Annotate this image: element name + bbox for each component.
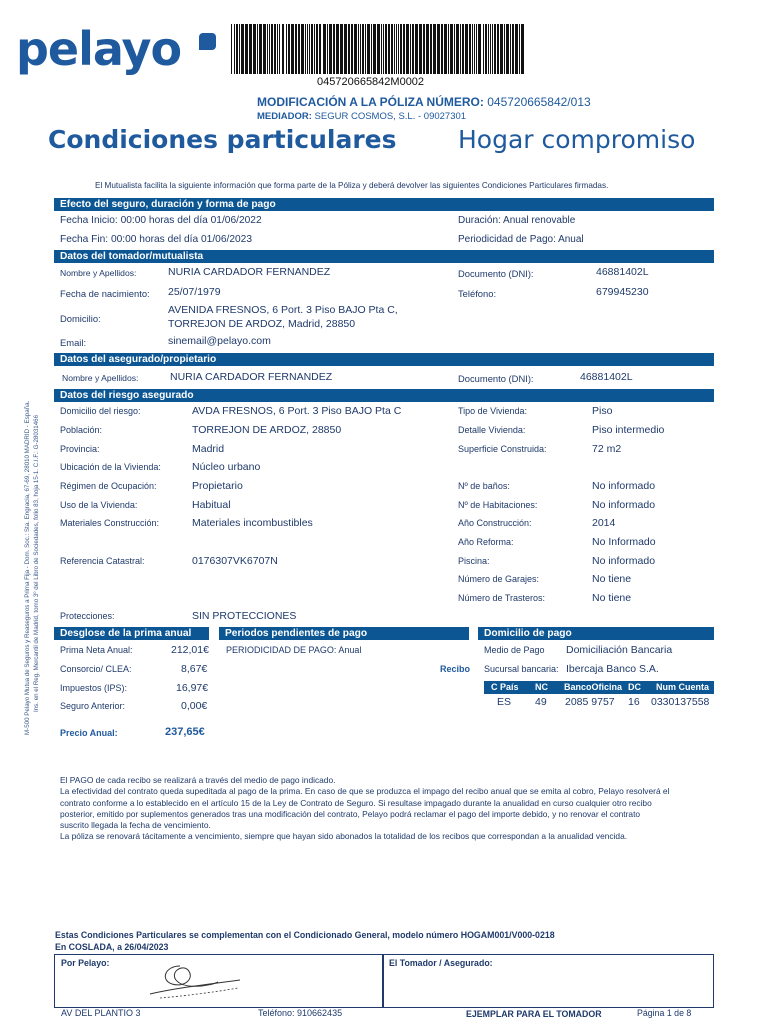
risk-right-value: No tiene: [592, 573, 632, 585]
risk-left-label: Ubicación de la Vivienda:: [60, 462, 161, 472]
risk-left-value: TORREJON DE ARDOZ, 28850: [192, 424, 342, 436]
account-val-bank: 2085 9757: [565, 696, 615, 708]
insured-name-label: Nombre y Apellidos:: [62, 373, 139, 383]
payment-branch-label: Sucursal bancaria:: [484, 664, 559, 674]
risk-left-label: Domicilio del riesgo:: [60, 406, 141, 416]
section-effect-header: Efecto del seguro, duración y forma de pago: [54, 198, 714, 211]
side-legal-line-2: Ins. en el Reg. Mercantil de Madrid, tomo 3º del Libro de Sociedades, folio 83, hoja 15-1. C.I.F.: G-28031466: [33, 414, 40, 712]
legal-notes: [60, 775, 720, 843]
note-line: La efectividad del contrato queda supeditada al pago de la prima. En caso de que se produzca el impago del recibo anual que se emita al cobro, Pelayo resolverá el: [60, 786, 670, 797]
pending-periodicity: PERIODICIDAD DE PAGO: Anual: [226, 645, 362, 655]
premium-row-value: 212,01€: [171, 644, 209, 656]
holder-email-label: Email:: [60, 337, 87, 348]
side-legal-line-1: M-500 Pelayo Mutua de Seguros y Reaseguros a Prima Fija - Dom. Soc.: Sta. Engracia, 67-69, 28010 MADRID - España.: [24, 400, 31, 735]
mediator-value: SEGUR COSMOS, S.L. - 09027301: [314, 111, 467, 122]
risk-right-label: Número de Garajes:: [458, 574, 540, 584]
risk-left-label: Provincia:: [60, 444, 100, 454]
premium-row-label: Impuestos (IPS):: [60, 683, 128, 693]
barcode-number: 045720665842M0002: [317, 76, 425, 88]
risk-left-value: Núcleo urbano: [192, 461, 261, 473]
risk-right-value: 72 m2: [592, 443, 622, 455]
note-line: suscrito llegada la fecha de vencimiento.: [60, 820, 211, 831]
risk-left-value: Madrid: [192, 443, 225, 455]
risk-right-value: No tiene: [592, 592, 632, 604]
holder-dni-label: Documento (DNI):: [458, 268, 534, 279]
holder-address-label: Domicilio:: [60, 313, 101, 324]
risk-left-value: Habitual: [192, 499, 231, 511]
holder-email: sinemail@pelayo.com: [168, 335, 271, 347]
risk-left-value: 0176307VK6707N: [192, 555, 278, 567]
risk-right-value: No informado: [592, 480, 656, 492]
product-name: Hogar compromiso: [458, 125, 696, 154]
risk-left-value: AVDA FRESNOS, 6 Port. 3 Piso BAJO Pta C: [192, 405, 402, 417]
section-insured-header: Datos del asegurado/propietario: [54, 353, 714, 366]
premium-total-label: Precio Anual:: [60, 728, 118, 738]
effect-duration: Duración: Anual renovable: [458, 215, 576, 226]
holder-name-label: Nombre y Apellidos:: [60, 268, 137, 278]
insured-name: NURIA CARDADOR FERNANDEZ: [170, 371, 333, 383]
signature-scribble: [140, 958, 250, 1004]
risk-right-value: Piso: [592, 405, 613, 417]
barcode-graphic: [229, 24, 528, 74]
risk-right-label: Nº de baños:: [458, 481, 510, 491]
premium-total-value: 237,65€: [165, 726, 205, 738]
policy-modification: [257, 95, 591, 109]
risk-right-value: 2014: [592, 517, 616, 529]
account-col-nc: NC: [535, 682, 548, 692]
premium-row-label: Consorcio/ CLEA:: [60, 664, 132, 674]
risk-left-label: Población:: [60, 425, 103, 435]
intro-text: El Mutualista facilita la siguiente información que forma parte de la Póliza y deberá devolver las siguientes Condiciones Particulares firmadas.: [95, 181, 609, 190]
holder-sign-label: El Tomador / Asegurado:: [389, 958, 493, 968]
risk-left-label: Uso de la Vivienda:: [60, 500, 138, 510]
account-col-dc: DC: [628, 682, 641, 692]
place-date: En COSLADA, a 26/04/2023: [55, 942, 169, 952]
holder-address-line1: AVENIDA FRESNOS, 6 Port. 3 Piso BAJO Pta C,: [168, 304, 398, 316]
holder-name: NURIA CARDADOR FERNANDEZ: [168, 266, 331, 278]
risk-right-label: Detalle Vivienda:: [458, 425, 526, 435]
mediator-label: MEDIADOR:: [257, 111, 312, 122]
modification-label: MODIFICACIÓN A LA PÓLIZA NÚMERO:: [257, 95, 484, 109]
holder-dni: 46881402L: [596, 266, 649, 278]
note-line: contrato conforme a lo establecido en el artículo 15 de la Ley de Contrato de Seguro. Si resultase impagado durante la anualidad en curso cualquier otro recibo: [60, 797, 652, 808]
risk-left-label: Protecciones:: [60, 611, 115, 621]
page-title: Condiciones particulares: [48, 125, 397, 154]
pending-header: Periodos pendientes de pago: [219, 627, 469, 640]
holder-address-line2: TORREJON DE ARDOZ, Madrid, 28850: [168, 318, 356, 330]
footer-phone: Teléfono: 910662435: [258, 1008, 343, 1018]
risk-right-value: No informado: [592, 499, 656, 511]
note-line: La póliza se renovará tácitamente a vencimiento, siempre que hayan sido abonados la totalidad de los recibos que correspondan a la anualidad vencida.: [60, 831, 628, 842]
account-col-bank: BancoOficina: [564, 682, 623, 692]
payment-header: Domicilio de pago: [478, 627, 714, 640]
mediator: [257, 111, 466, 122]
logo-flag-icon: [199, 33, 216, 50]
risk-left-label: Materiales Construcción:: [60, 518, 160, 528]
holder-dob-label: Fecha de nacimiento:: [60, 288, 150, 299]
account-val-dc: 16: [628, 696, 640, 708]
footer-page: Página 1 de 8: [637, 1008, 692, 1018]
effect-periodicity: Periodicidad de Pago: Anual: [458, 234, 584, 245]
account-val-country: ES: [497, 696, 512, 708]
pelayo-logo: [16, 22, 181, 76]
effect-start: Fecha Inicio: 00:00 horas del día 01/06/2022: [60, 215, 262, 226]
premium-header: Desglose de la prima anual: [54, 627, 209, 640]
note-line: El PAGO de cada recibo se realizará a través del medio de pago indicado.: [60, 775, 336, 785]
logo-text: pelayo: [16, 22, 182, 76]
holder-phone-label: Teléfono:: [458, 288, 497, 299]
effect-end: Fecha Fin: 00:00 horas del día 01/06/2023: [60, 234, 253, 245]
pelayo-sign-label: Por Pelayo:: [61, 958, 110, 968]
risk-right-label: Nº de Habitaciones:: [458, 500, 538, 510]
account-val-number: 0330137558: [651, 696, 710, 708]
modification-number: 045720665842/013: [487, 95, 591, 109]
account-val-nc: 49: [535, 696, 547, 708]
holder-phone: 679945230: [596, 286, 649, 298]
risk-right-label: Año Reforma:: [458, 537, 514, 547]
account-col-number: Num Cuenta: [656, 682, 710, 692]
premium-row-label: Prima Neta Anual:: [60, 645, 133, 655]
holder-dob: 25/07/1979: [168, 286, 221, 298]
barcode: [229, 24, 528, 74]
risk-left-label: Referencia Catastral:: [60, 556, 145, 566]
risk-right-value: No Informado: [592, 536, 656, 548]
note-line: posterior, emitido por suplementos generados tras una modificación del contrato, Pelayo podrá reclamar el pago del importe debido, y no renovar el contrato: [60, 808, 641, 819]
premium-row-label: Seguro Anterior:: [60, 701, 126, 711]
section-risk-header: Datos del riesgo asegurado: [54, 389, 714, 402]
footer-copy-for: EJEMPLAR PARA EL TOMADOR: [466, 1009, 602, 1019]
premium-row-value: 16,97€: [176, 682, 209, 694]
complement-text: Estas Condiciones Particulares se complementan con el Condicionado General, modelo número HOGAM001/V000-0218: [55, 930, 555, 940]
insured-dni: 46881402L: [580, 371, 633, 383]
section-holder-header: Datos del tomador/mutualista: [54, 250, 714, 263]
account-col-country: C País: [491, 682, 519, 692]
payment-branch: Ibercaja Banco S.A.: [566, 663, 659, 675]
insured-dni-label: Documento (DNI):: [458, 373, 534, 384]
risk-right-label: Tipo de Vivienda:: [458, 406, 528, 416]
risk-right-label: Número de Trasteros:: [458, 593, 546, 603]
premium-row-value: 0,00€: [181, 700, 208, 712]
risk-right-value: No informado: [592, 555, 656, 567]
risk-right-label: Año Construcción:: [458, 518, 532, 528]
pending-receipt-label: Recibo: [440, 664, 471, 674]
risk-left-value: SIN PROTECCIONES: [192, 610, 297, 622]
risk-left-value: Materiales incombustibles: [192, 517, 313, 529]
payment-method-label: Medio de Pago: [484, 645, 545, 655]
risk-left-label: Régimen de Ocupación:: [60, 481, 157, 491]
payment-method: Domiciliación Bancaria: [566, 644, 673, 656]
risk-left-value: Propietario: [192, 480, 243, 492]
footer-address: AV DEL PLANTIO 3: [61, 1008, 141, 1018]
premium-row-value: 8,67€: [181, 663, 208, 675]
risk-right-value: Piso intermedio: [592, 424, 665, 436]
risk-right-label: Piscina:: [458, 556, 490, 566]
risk-right-label: Superficie Construida:: [458, 444, 547, 454]
